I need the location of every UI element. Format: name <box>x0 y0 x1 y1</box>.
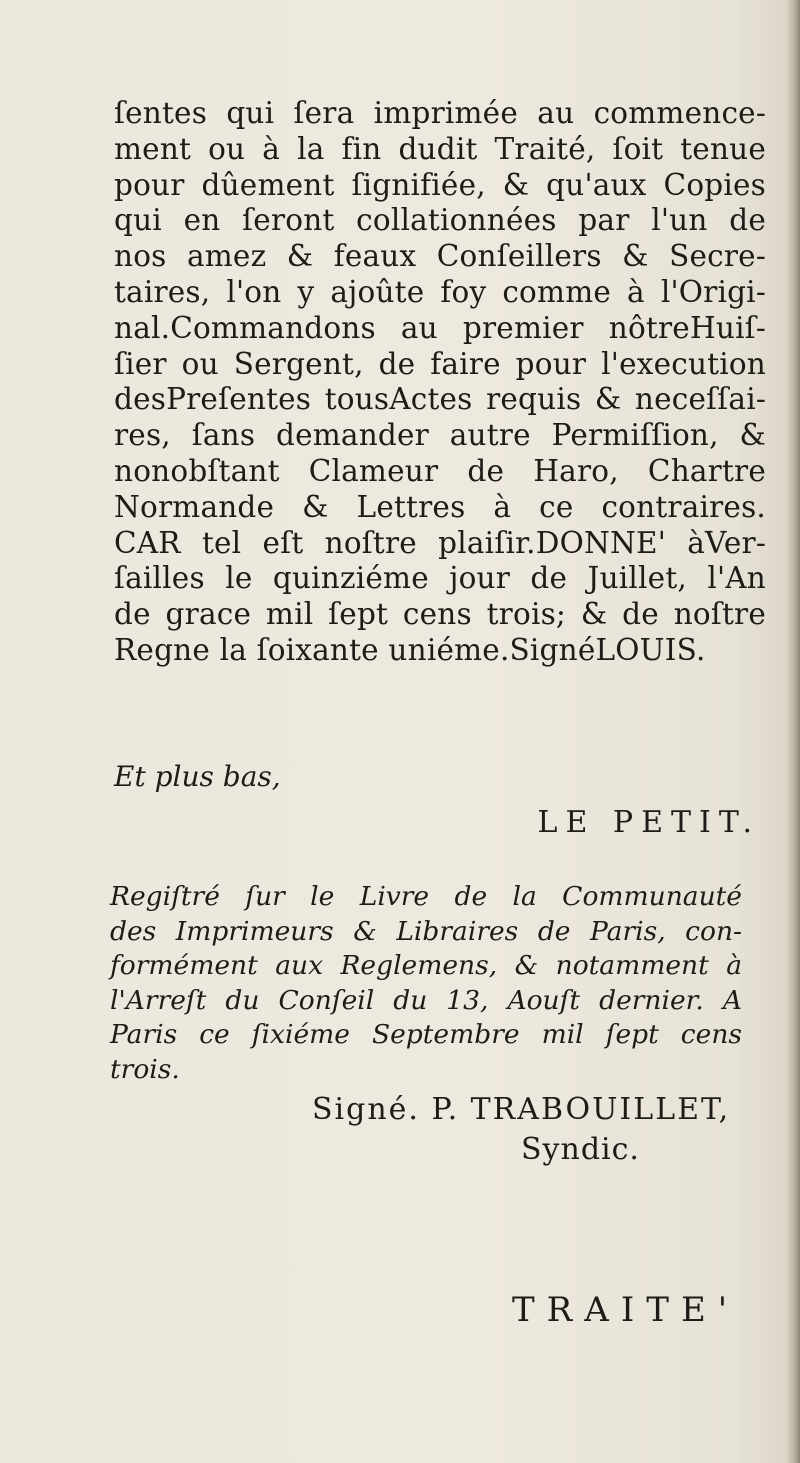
text-line: qui en ſeront collationnées par l'un de <box>114 203 766 238</box>
text-line: nos amez & feaux Conſeillers & Secre- <box>114 239 766 274</box>
text-line: desPreſentes tousActes requis & neceſſai- <box>114 382 766 417</box>
registration-text <box>110 880 742 1087</box>
text-line: Regne la ſoixante uniéme.SignéLOUIS. <box>114 632 706 667</box>
plus-bas-label: Et plus bas, <box>114 760 281 793</box>
signature-trabouillet: Signé. P. TRABOUILLET, <box>312 1092 731 1127</box>
registration-line: Regiſtré ſur le Livre de la Communauté <box>110 881 742 912</box>
registration-line: l'Arreſt du Conſeil du 13, Aouſt dernier. A <box>110 984 742 1016</box>
syndic-title: Syndic. <box>521 1132 640 1167</box>
text-line: pour dûement ſignifiée, & qu'aux Copies <box>114 167 766 202</box>
text-line: nonobſtant Clameur de Haro, Chartre <box>114 453 766 488</box>
registration-line: des Imprimeurs & Libraires de Paris, con- <box>110 915 742 947</box>
text-line: Normande & Lettres à ce contraires. <box>114 489 766 524</box>
registration-line: trois. <box>110 1053 180 1085</box>
text-line: taires, l'on y ajoûte foy comme à l'Origi- <box>114 274 766 309</box>
text-line: de grace mil ſept cens trois; & de noſtre <box>114 597 766 632</box>
registration-line: Paris ce ſixiéme Septembre mil ſept cens <box>110 1019 742 1050</box>
privilege-text <box>114 96 766 669</box>
text-line: ſentes qui ſera imprimée au commence- <box>114 96 766 130</box>
text-line: nal.Commandons au premier nôtreHuiſ- <box>114 310 766 345</box>
text-line: ſier ou Sergent, de faire pour l'execution <box>114 346 766 381</box>
registration-line: formément aux Reglemens, & notamment à <box>110 950 742 981</box>
text-line: ment ou à la fin dudit Traité, ſoit tenue <box>114 131 766 166</box>
text-line: ſailles le quinziéme jour de Juillet, l'An <box>114 561 766 596</box>
catchword: TRAITE' <box>512 1290 740 1330</box>
signature-le-petit: LE PETIT. <box>537 805 760 840</box>
text-line: res, ſans demander autre Permiſſion, & <box>114 418 766 453</box>
page-edge <box>786 0 800 1463</box>
text-line: CAR tel eſt noſtre plaiſir.DONNE' àVer- <box>114 525 766 560</box>
